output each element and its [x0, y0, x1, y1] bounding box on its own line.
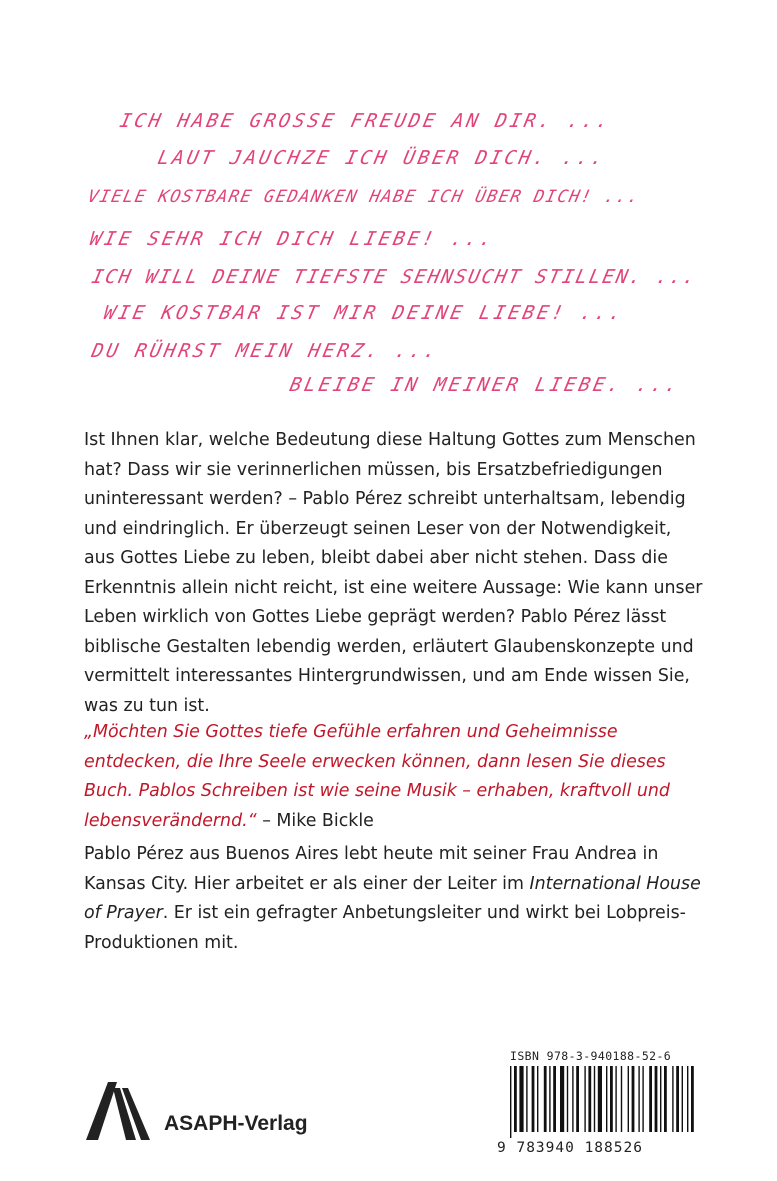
barcode-bar — [676, 1066, 679, 1132]
barcode-bar — [572, 1066, 573, 1132]
handwritten-notes — [0, 0, 777, 420]
handwritten-line: VIELE KOSTBARE GEDANKEN HABE ICH ÜBER DICH! ... — [85, 187, 642, 207]
barcode-bar — [672, 1066, 673, 1132]
publisher-name: ASAPH-Verlag — [164, 1112, 308, 1135]
barcode-bar — [532, 1066, 535, 1132]
barcode-bar — [510, 1066, 511, 1138]
barcode-bar — [594, 1066, 595, 1132]
barcode-bar — [588, 1066, 591, 1132]
barcode-bar — [691, 1066, 694, 1132]
handwritten-line: WIE KOSTBAR IST MIR DEINE LIEBE! ... — [101, 302, 627, 324]
barcode-bar — [567, 1066, 568, 1132]
barcode-bar — [632, 1066, 635, 1132]
publisher-logo-icon — [86, 1082, 150, 1140]
description-paragraph: Ist Ihnen klar, welche Bedeutung diese Haltung Gottes zum Menschen hat? Dass wir sie verinnerlichen müssen, bis Ersatzbefriedigungen uninteressant werden? – Pablo Pérez schreibt unterhaltsam, lebendig und eindringlich. Er überzeugt seinen Leser von der Notwendigkeit, aus Gottes Liebe zu leben, bleibt dabei aber nicht stehen. Dass die Erkenntnis allein nicht reicht, ist eine weitere Aussage: Wie kann unser Leben wirklich von Gottes Liebe geprägt werden? Pablo Pérez lässt biblische Gestalten lebendig werden, erläutert Glaubenskonzepte und vermittelt interessantes Hintergrundwissen, und am Ende wissen Sie, was zu tun ist. — [84, 430, 703, 716]
bio-organization: International House of Prayer — [84, 873, 701, 923]
barcode-bar — [514, 1066, 517, 1132]
barcode-bar — [610, 1066, 613, 1132]
barcode-bar — [553, 1066, 556, 1132]
barcode-bar — [560, 1066, 564, 1132]
barcode-bar — [682, 1066, 683, 1132]
barcode-bar — [649, 1066, 652, 1132]
barcode-bar — [660, 1066, 661, 1132]
barcode-bar — [628, 1066, 629, 1132]
handwritten-line: ICH HABE GROSSE FREUDE AN DIR. ... — [117, 110, 614, 132]
barcode-bar — [544, 1066, 547, 1132]
barcode-bar — [576, 1066, 579, 1132]
ean-digits: 9 783940 188526 — [497, 1140, 643, 1156]
barcode-bar — [549, 1066, 550, 1132]
barcode-bar — [615, 1066, 616, 1132]
bio-text: Pablo Pérez aus Buenos Aires lebt heute mit seiner Frau Andrea in Kansas City. Hier arbeitet er als einer der Leiter im — [84, 844, 659, 894]
bio-text-end: . Er ist ein gefragter Anbetungsleiter und wirkt bei Lobpreis-Produktionen mit. — [84, 903, 686, 953]
barcode-bar — [584, 1066, 585, 1132]
barcode-bar — [664, 1066, 667, 1132]
barcode-bar — [621, 1066, 622, 1132]
barcode — [510, 1066, 698, 1138]
isbn-label: ISBN 978-3-940188-52-6 — [510, 1049, 672, 1063]
handwritten-line: ICH WILL DEINE TIEFSTE SEHNSUCHT STILLEN. ... — [89, 266, 700, 288]
quote-text: „Möchten Sie Gottes tiefe Gefühle erfahren und Geheimnisse entdecken, die Ihre Seele erwecken können, dann lesen Sie dieses Buch. Pablos Schreiben ist wie seine Musik – erhaben, kraftvoll und lebensverändernd.“ — [84, 722, 670, 831]
handwritten-line: DU RÜHRST MEIN HERZ. ... — [89, 340, 441, 362]
quote-author: – Mike Bickle — [256, 810, 374, 831]
barcode-bar — [642, 1066, 643, 1132]
barcode-bar — [606, 1066, 607, 1132]
endorsement-quote — [84, 718, 704, 836]
barcode-bar — [537, 1066, 538, 1132]
handwritten-line: BLEIBE IN MEINER LIEBE. ... — [287, 374, 683, 396]
author-bio — [84, 840, 704, 958]
handwritten-line: LAUT JAUCHZE ICH ÜBER DICH. ... — [155, 147, 608, 169]
barcode-bar — [526, 1066, 527, 1132]
barcode-bar — [519, 1066, 523, 1132]
barcode-bar — [687, 1066, 688, 1132]
barcode-bar — [655, 1066, 658, 1132]
barcode-bar — [598, 1066, 602, 1132]
handwritten-line: WIE SEHR ICH DICH LIEBE! ... — [87, 228, 497, 250]
barcode-bar — [638, 1066, 639, 1132]
